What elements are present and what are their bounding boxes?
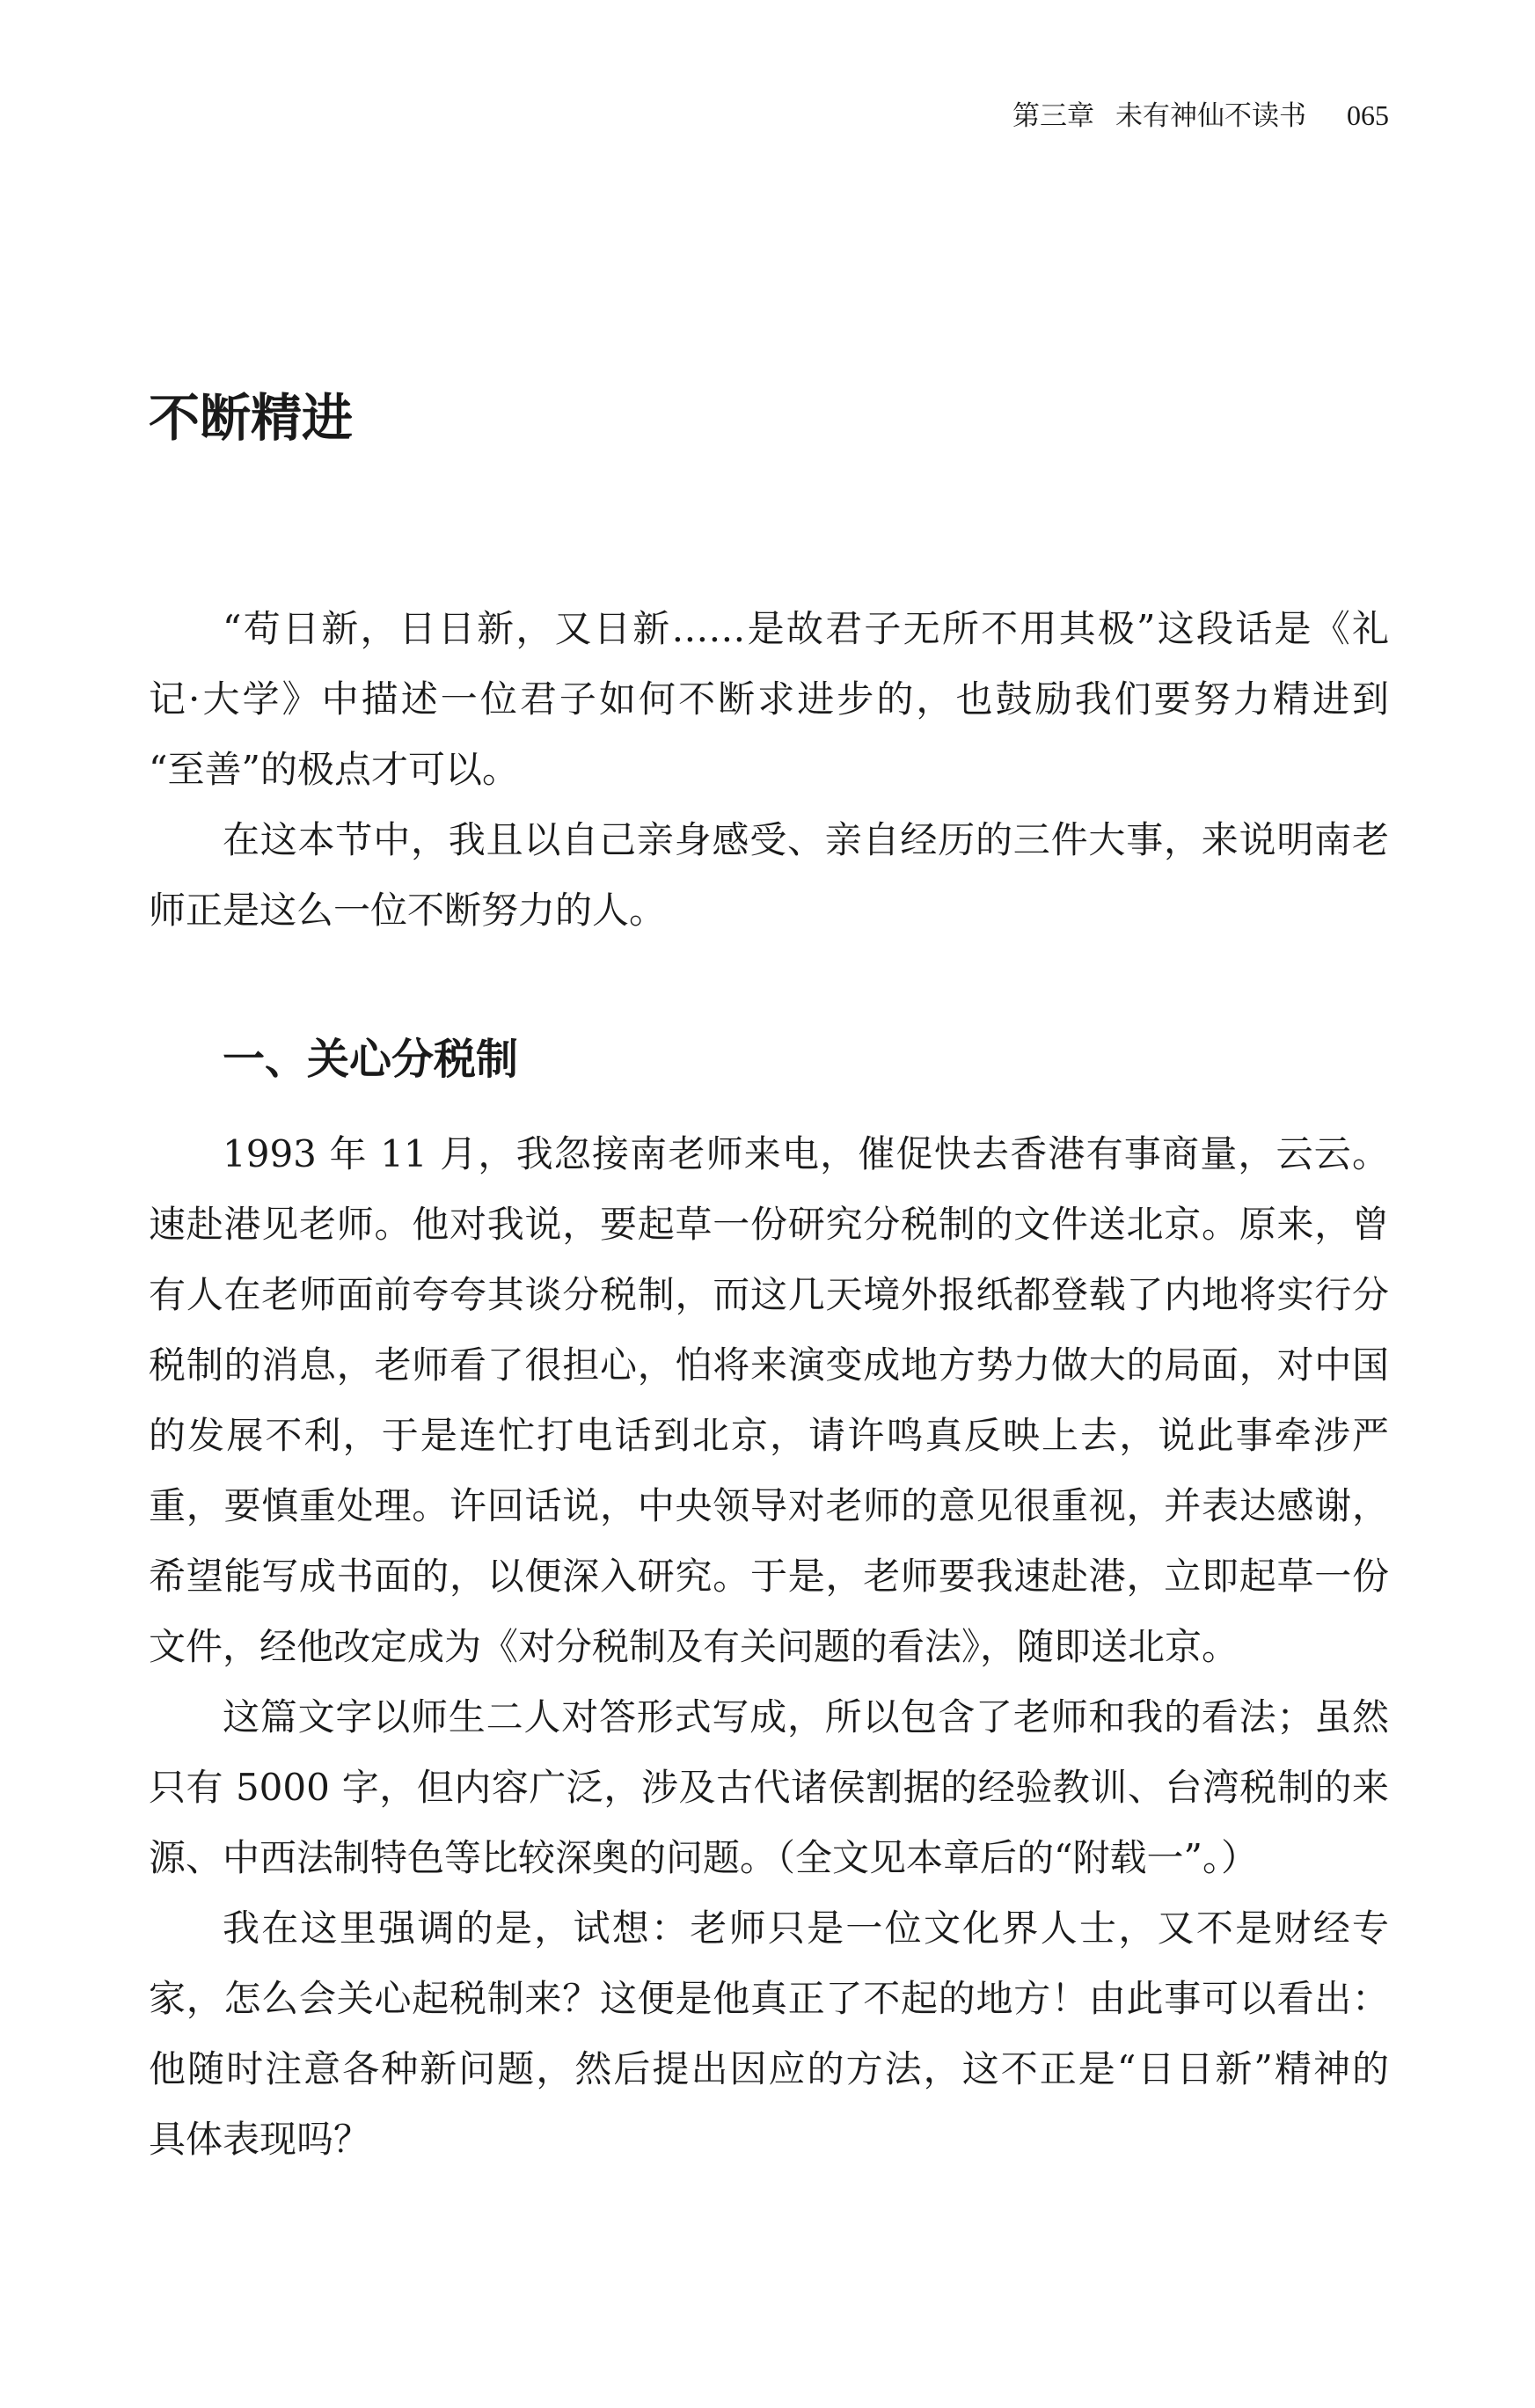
chapter-label: 第三章 xyxy=(1012,100,1094,132)
paragraph xyxy=(149,594,1389,805)
intro-text xyxy=(149,594,1389,946)
paragraph xyxy=(149,1682,1389,1893)
text-line: 希望能写成书面的，以便深入研究。于是，老师要我速赴港，立即起草一份 xyxy=(149,1555,1389,1598)
text-line: 师正是这么一位不断努力的人。 xyxy=(149,889,667,932)
paragraph xyxy=(149,1893,1389,2175)
text-line: 重，要慎重处理。许回话说，中央领导对老师的意见很重视，并表达感谢， xyxy=(149,1484,1389,1527)
paragraph xyxy=(149,1119,1389,1682)
text-line: 源、中西法制特色等比较深奥的问题。（全文见本章后的“附载一”。） xyxy=(149,1836,1258,1879)
text-line: 他随时注意各种新问题，然后提出因应的方法，这不正是“日日新”精神的 xyxy=(149,2047,1389,2090)
text-line: 文件，经他改定成为《对分税制及有关问题的看法》，随即送北京。 xyxy=(149,1625,1239,1668)
text-line: “至善”的极点才可以。 xyxy=(149,748,519,791)
text-line: 的发展不利，于是连忙打电话到北京，请许鸣真反映上去，说此事牵涉严 xyxy=(149,1414,1389,1457)
text-line: 家，怎么会关心起税制来？这便是他真正了不起的地方！由此事可以看出： xyxy=(149,1977,1389,2020)
section-title: 不断精进 xyxy=(149,388,354,448)
text-line: 我在这里强调的是，试想：老师只是一位文化界人士，又不是财经专 xyxy=(223,1907,1389,1950)
subsection-body xyxy=(149,1119,1389,2175)
subsection-heading: 一、关心分税制 xyxy=(223,1035,519,1084)
running-header xyxy=(1012,99,1389,132)
text-line: 记·大学》中描述一位君子如何不断求进步的，也鼓励我们要努力精进到 xyxy=(149,677,1389,721)
page-number: 065 xyxy=(1347,99,1389,131)
text-line: 这篇文字以师生二人对答形式写成，所以包含了老师和我的看法；虽然 xyxy=(223,1695,1389,1738)
text-line: 具体表现吗？ xyxy=(149,2118,371,2161)
text-line: 有人在老师面前夸夸其谈分税制，而这几天境外报纸都登载了内地将实行分 xyxy=(149,1273,1389,1316)
text-line: 在这本节中，我且以自己亲身感受、亲自经历的三件大事，来说明南老 xyxy=(223,818,1389,861)
text-line: 速赴港见老师。他对我说，要起草一份研究分税制的文件送北京。原来，曾 xyxy=(149,1203,1389,1246)
text-line: “苟日新，日日新，又日新……是故君子无所不用其极”这段话是《礼 xyxy=(223,607,1389,650)
paragraph xyxy=(149,805,1389,946)
chapter-title: 未有神仙不读书 xyxy=(1115,100,1306,132)
text-line: 只有 5000 字，但内容广泛，涉及古代诸侯割据的经验教训、台湾税制的来 xyxy=(149,1766,1389,1809)
text-line: 税制的消息，老师看了很担心，怕将来演变成地方势力做大的局面，对中国 xyxy=(149,1343,1389,1387)
text-line: 1993 年 11 月，我忽接南老师来电，催促快去香港有事商量，云云。 xyxy=(223,1132,1389,1175)
